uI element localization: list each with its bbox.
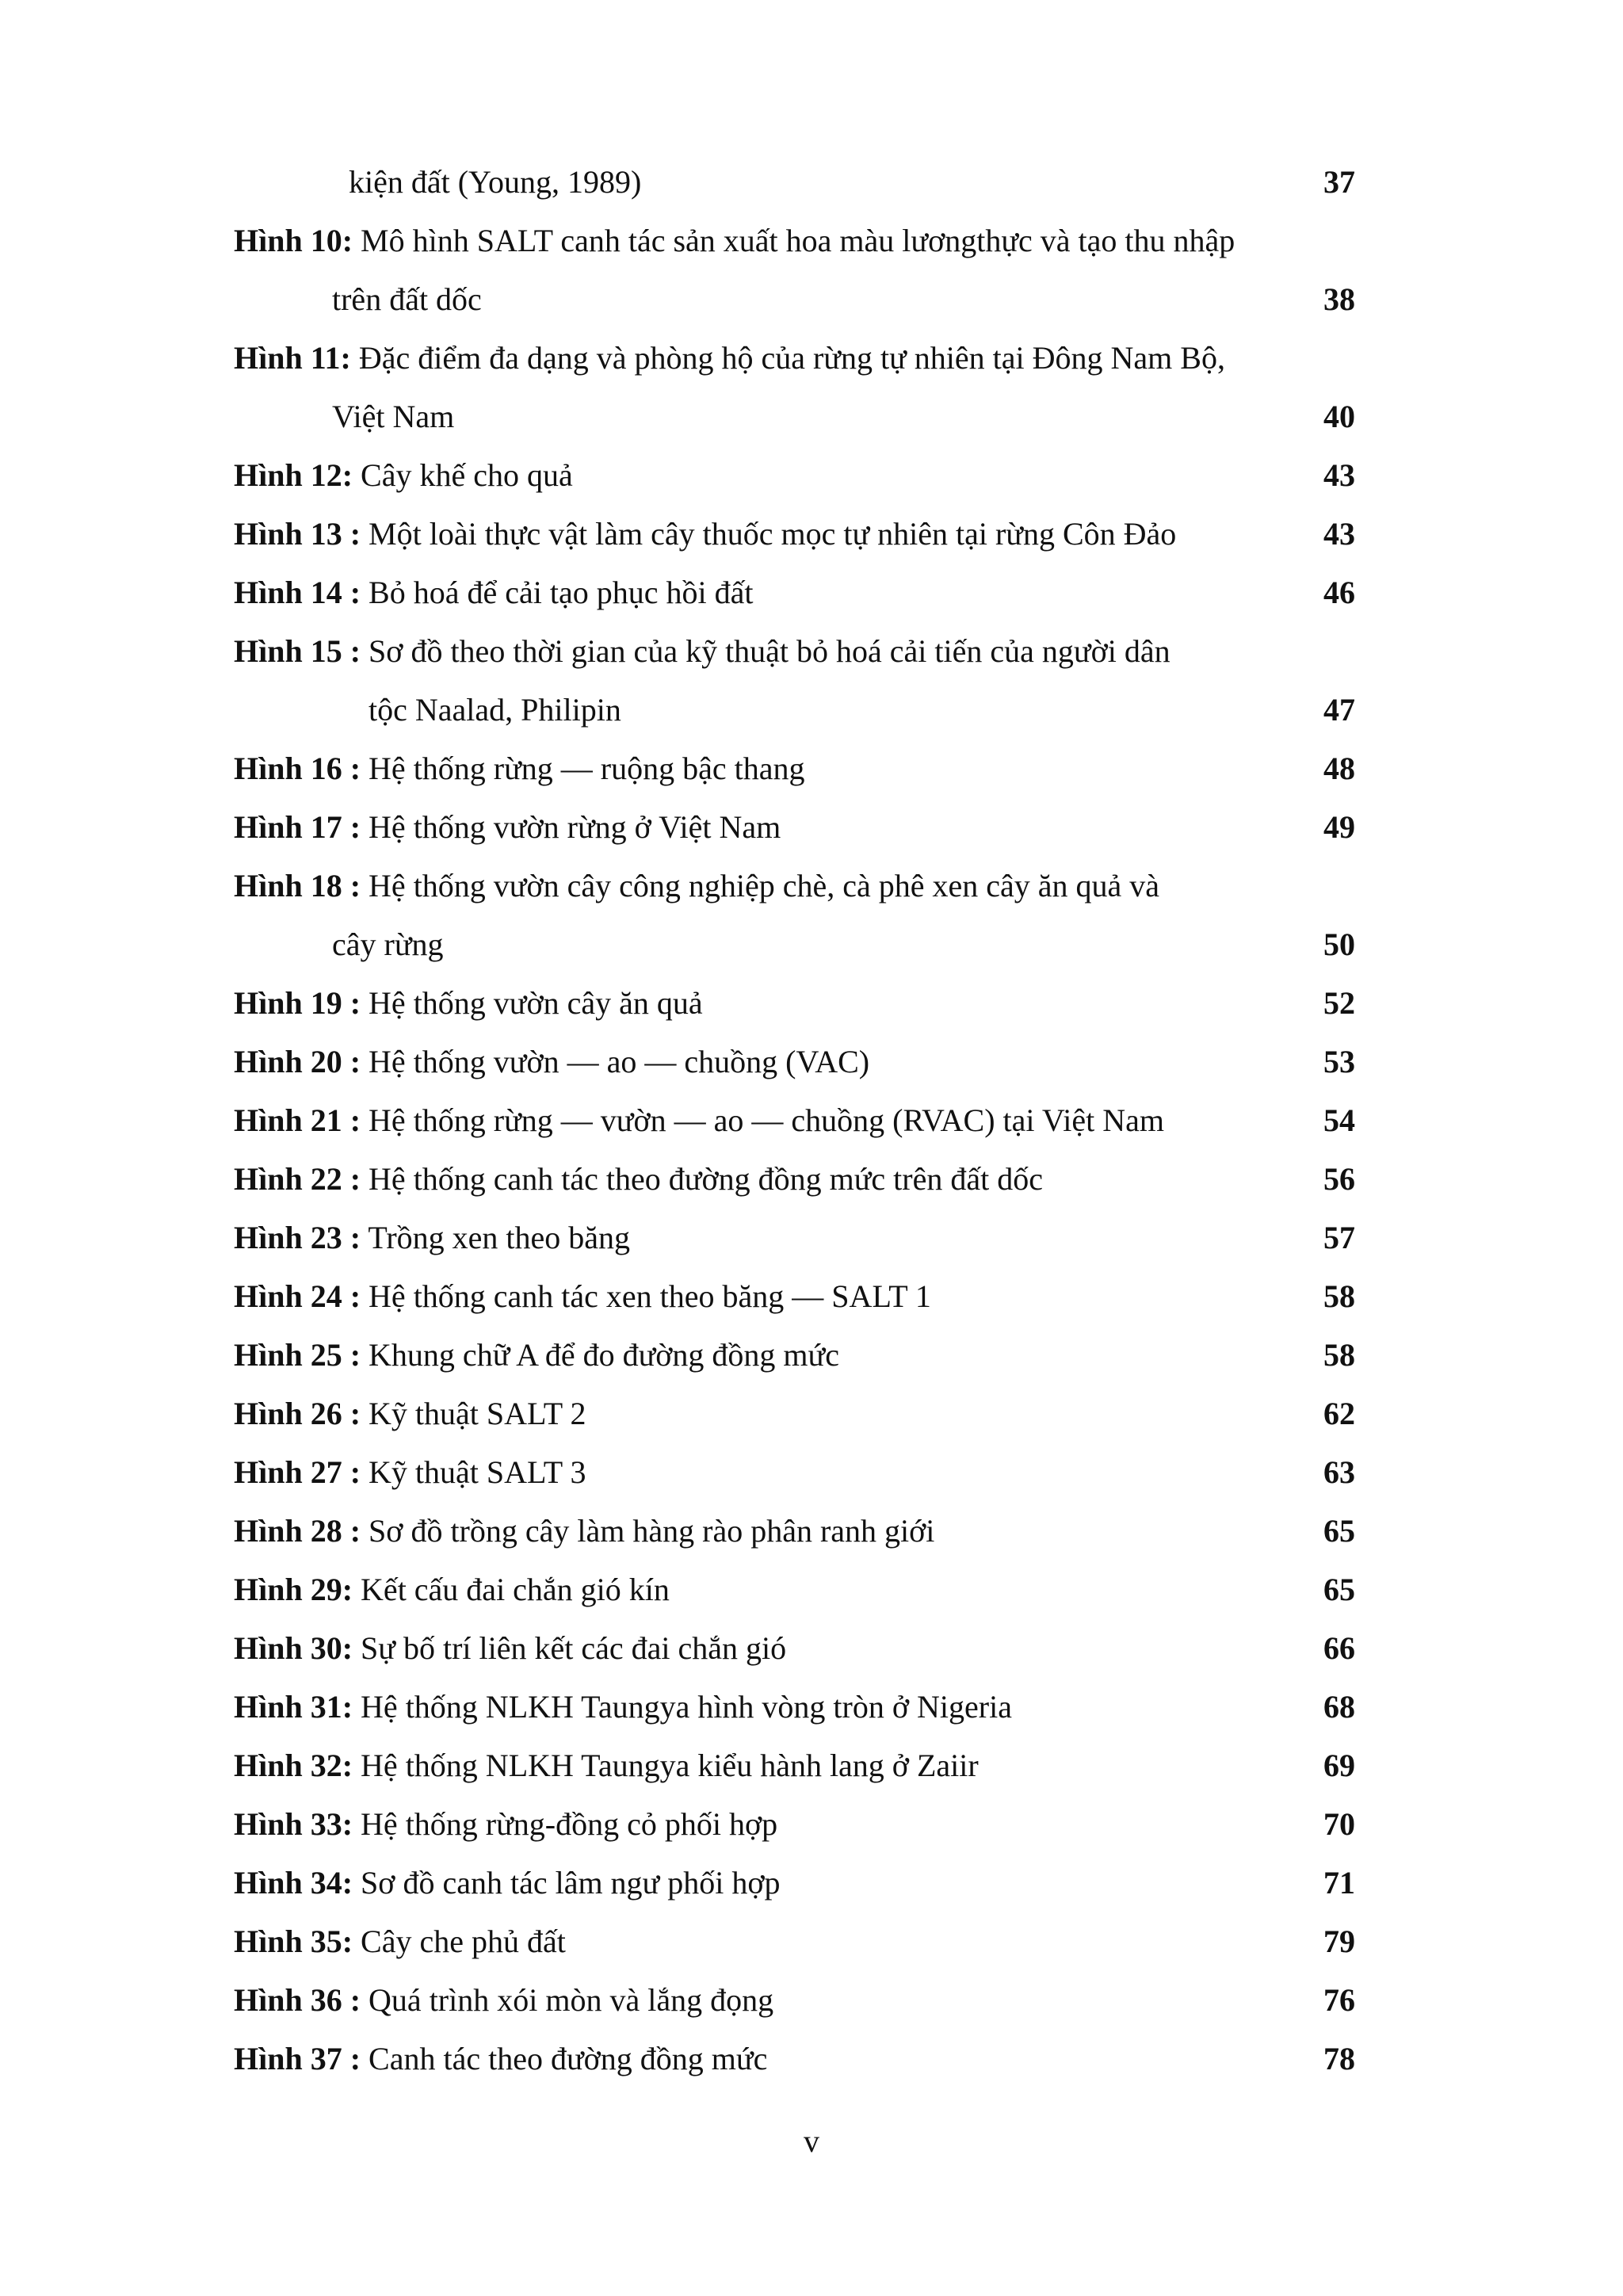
figure-entry [234,1326,1355,1385]
figure-title: Cây che phủ đất [361,1924,566,1959]
page-number: 70 [1323,1806,1355,1842]
page-number: 69 [1323,1748,1355,1783]
figure-entry [234,1091,1355,1150]
figure-label: Hình 24 : [234,1278,361,1314]
figure-label: Hình 26 : [234,1396,361,1431]
page-number: 76 [1323,1982,1355,2018]
figure-title: Hệ thống vườn cây ăn quả [369,985,703,1021]
figure-title: Canh tác theo đường đồng mức [369,2041,768,2076]
figure-title: Kỹ thuật SALT 2 [369,1396,586,1431]
figure-entry [234,563,1355,622]
figure-label: Hình 11: [234,340,351,376]
figure-entry [234,505,1355,563]
figure-title: Kỹ thuật SALT 3 [369,1454,586,1490]
figure-label: Hình 14 : [234,575,361,610]
figure-entry [234,212,1355,270]
page-number: 40 [1323,399,1355,434]
figure-entry [234,974,1355,1033]
figure-title: Khung chữ A để đo đường đồng mức [369,1337,839,1373]
figure-title: trên đất dốc [332,281,482,317]
figure-label: Hình 32: [234,1748,353,1783]
page-number: 52 [1323,985,1355,1021]
figure-list [234,153,1355,2088]
figure-title: Cây khế cho quả [361,457,573,493]
figure-entry [234,1033,1355,1091]
figure-label: Hình 34: [234,1865,353,1901]
figure-entry [234,622,1355,681]
figure-title: Sơ đồ theo thời gian của kỹ thuật bỏ hoá cải tiến của người dân [369,633,1170,669]
figure-entry [234,1443,1355,1502]
figure-label: Hình 20 : [234,1044,361,1079]
figure-label: Hình 27 : [234,1454,361,1490]
figure-title: Hệ thống rừng-đồng cỏ phối hợp [361,1806,778,1842]
page-number: 65 [1323,1572,1355,1607]
page-number: 43 [1323,516,1355,552]
figure-label: Hình 10: [234,223,353,258]
figure-entry [234,1912,1355,1971]
figure-title: kiện đất (Young, 1989) [349,164,642,200]
figure-label: Hình 25 : [234,1337,361,1373]
page-number: 50 [1323,926,1355,962]
figure-entry [234,1795,1355,1854]
figure-entry-continuation [234,915,1355,974]
page-number: 58 [1323,1337,1355,1373]
figure-label: Hình 28 : [234,1513,361,1549]
page-number: 62 [1323,1396,1355,1431]
figure-label: Hình 13 : [234,516,361,552]
figure-entry [234,1385,1355,1443]
figure-entry [234,329,1355,388]
figure-entry [234,446,1355,505]
figure-label: Hình 15 : [234,633,361,669]
figure-entry-continuation [234,270,1355,329]
page-number: 56 [1323,1161,1355,1197]
figure-entry [234,2030,1355,2088]
figure-title: Quá trình xói mòn và lắng đọng [369,1982,774,2018]
figure-title: Kết cấu đai chắn gió kín [361,1572,670,1607]
page-number-footer: v [804,2123,819,2159]
figure-title: Hệ thống rừng — ruộng bậc thang [369,751,805,786]
figure-title: Trồng xen theo băng [368,1220,631,1255]
page-number: 63 [1323,1454,1355,1490]
figure-title: tộc Naalad, Philipin [369,692,621,728]
figure-label: Hình 37 : [234,2041,361,2076]
figure-label: Hình 31: [234,1689,353,1725]
figure-entry [234,798,1355,857]
figure-entry [234,857,1355,915]
figure-title: Mô hình SALT canh tác sản xuất hoa màu lươngthực và tạo thu nhập [361,223,1235,258]
page-number: 79 [1323,1924,1355,1959]
page-number: 54 [1323,1102,1355,1138]
page-number: 57 [1323,1220,1355,1255]
figure-entry [234,1267,1355,1326]
page-number: 68 [1323,1689,1355,1725]
figure-label: Hình 17 : [234,809,361,845]
page-number: 71 [1323,1865,1355,1901]
page-number: 37 [1323,164,1355,200]
page-number: 65 [1323,1513,1355,1549]
figure-title: Hệ thống vườn cây công nghiệp chè, cà phê xen cây ăn quả và [369,868,1160,904]
figure-title: cây rừng [332,926,444,962]
figure-title: Hệ thống rừng — vườn — ao — chuồng (RVAC) tại Việt Nam [369,1102,1165,1138]
figure-title: Hệ thống vườn rừng ở Việt Nam [369,809,781,845]
figure-label: Hình 36 : [234,1982,361,2018]
figure-entry-continuation [234,681,1355,739]
figure-entry [234,1678,1355,1736]
figure-title: Một loài thực vật làm cây thuốc mọc tự nhiên tại rừng Côn Đảo [369,516,1177,552]
figure-title: Hệ thống NLKH Taungya kiểu hành lang ở Zaiir [361,1748,979,1783]
figure-label: Hình 21 : [234,1102,361,1138]
figure-entry [234,1502,1355,1561]
figure-title: Hệ thống canh tác theo đường đồng mức trên đất dốc [369,1161,1043,1197]
figure-entry [234,1736,1355,1795]
figure-entry [234,153,1355,212]
figure-title: Sơ đồ trồng cây làm hàng rào phân ranh giới [369,1513,935,1549]
figure-entry [234,1561,1355,1619]
figure-entry [234,1150,1355,1209]
figure-title: Việt Nam [332,399,455,434]
page-number: 47 [1323,692,1355,728]
figure-entry-continuation [234,388,1355,446]
page-number: 38 [1323,281,1355,317]
figure-label: Hình 12: [234,457,353,493]
figure-title: Hệ thống NLKH Taungya hình vòng tròn ở Nigeria [361,1689,1012,1725]
figure-title: Sơ đồ canh tác lâm ngư phối hợp [361,1865,781,1901]
figure-label: Hình 19 : [234,985,361,1021]
figure-title: Đặc điểm đa dạng và phòng hộ của rừng tự nhiên tại Đông Nam Bộ, [358,340,1225,376]
figure-label: Hình 22 : [234,1161,361,1197]
figure-entry [234,1209,1355,1267]
figure-entry [234,739,1355,798]
page-number: 78 [1323,2041,1355,2076]
figure-entry [234,1971,1355,2030]
page-number: 43 [1323,457,1355,493]
page-number: 48 [1323,751,1355,786]
figure-title: Hệ thống canh tác xen theo băng — SALT 1 [369,1278,931,1314]
figure-title: Sự bố trí liên kết các đai chắn gió [361,1630,787,1666]
page-number: 66 [1323,1630,1355,1666]
figure-label: Hình 18 : [234,868,361,904]
figure-label: Hình 23 : [234,1220,361,1255]
figure-label: Hình 16 : [234,751,361,786]
figure-entry [234,1619,1355,1678]
figure-label: Hình 30: [234,1630,353,1666]
page-number: 46 [1323,575,1355,610]
figure-title: Hệ thống vườn — ao — chuồng (VAC) [369,1044,870,1079]
figure-label: Hình 29: [234,1572,353,1607]
page-number: 58 [1323,1278,1355,1314]
page-number: 53 [1323,1044,1355,1079]
figure-label: Hình 35: [234,1924,353,1959]
figure-label: Hình 33: [234,1806,353,1842]
page-number: 49 [1323,809,1355,845]
figure-title: Bỏ hoá để cải tạo phục hồi đất [369,575,754,610]
figure-entry [234,1854,1355,1912]
